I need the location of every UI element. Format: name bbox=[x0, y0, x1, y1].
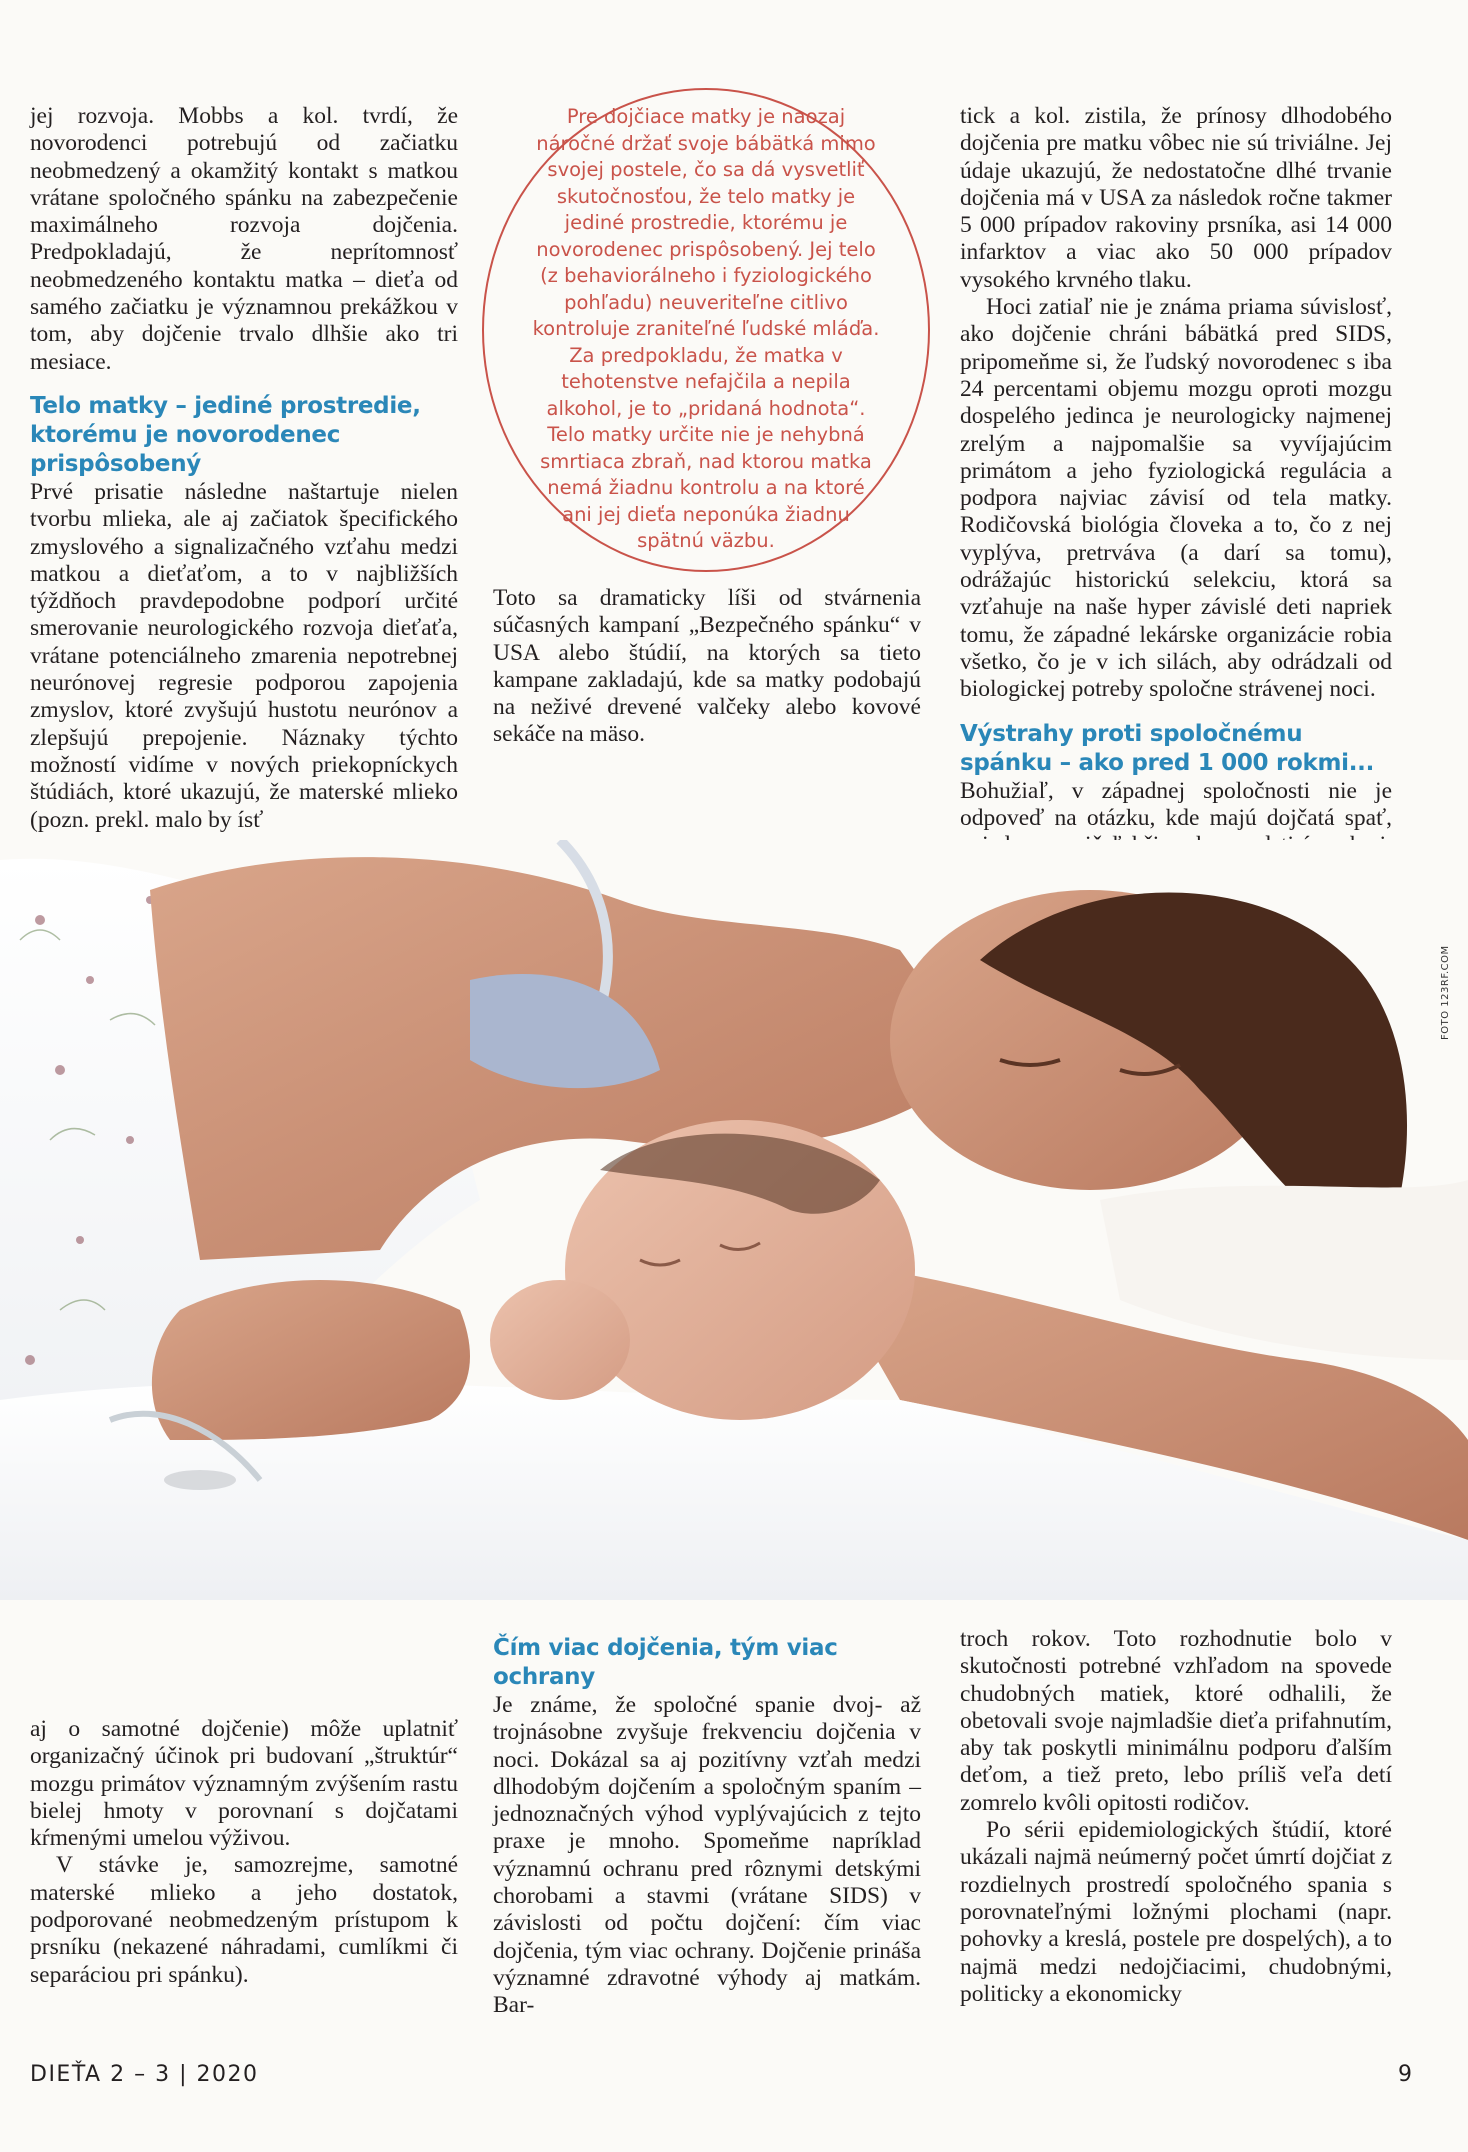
column-3-bottom bbox=[960, 1626, 1392, 2008]
paragraph: Bohužiaľ, v západnej spoločnosti nie je odpoveď na otázku, kde majú dojčatá spať, bbox=[960, 777, 1392, 831]
photo-mother-newborn bbox=[0, 840, 1468, 1600]
section-heading: Čím viac dojčenia, tým viac ochrany bbox=[493, 1635, 838, 1690]
column-3-top bbox=[960, 103, 1392, 969]
paragraph: Prvé prisatie následne naštartuje nielen tvorbu mlieka, ale aj začiatok špecifického zmyslového a signalizačného vzťahu medzi matkou a dieťaťom, a to v najbližších týždňoch pravdepodobne podporí určité smerovanie neurologického rozvoja dieťaťa, vrátane potenciálneho zmarenia nepotrebnej neurónovej regresie podporou zapojenia zmyslov, ktoré zvyšujú hustotu neurónov a zlepšujú prepojenie. Náznaky týchto možností vidíme v nových priekopníckych štúdiách, ktoré ukazujú, že materské mlieko (pozn. prekl. malo by ísť bbox=[30, 478, 458, 833]
pull-quote-text: Pre dojčiace matky je naozaj náročné držať svoje bábätká mimo svojej postele, čo sa dá vysvetliť skutočnosťou, že telo matky je jediné prostredie, ktorému je novorodenec prispôsobený. Jej telo (z behaviorálneho i fyziologického pohľadu) neuveriteľne citlivo kontroluje zraniteľné ľudské mláďa. Za predpokladu, že matka v tehotenstve nefajčila a nepila alkohol, je to „pridaná hodnota“. Telo matky určite nie je nehybná smrtiaca zbraň, nad ktorou matka nemá žiadnu kontrolu a na ktoré ani jej dieťa neponúka žiadnu spätnú väzbu. bbox=[532, 105, 880, 552]
photo-credit: FOTO 123RF.COM bbox=[1440, 945, 1451, 1040]
paragraph: Hoci zatiaľ nie je známa priama súvislosť, ako dojčenie chráni bábätká pred SIDS, pripomeňme si, že ľudský novorodenec s iba 24 percentami objemu mozgu oproti mozgu dospelého jedinca je neurologicky najmenej zrelým a najpomalšie sa vyvíjajúcim primátom a jeho fyziologická regulácia a podpora najviac závisí od tela matky. Rodičovská biológia človeka a to, čo z nej vyplýva, pretrváva (a darí sa tomu), odrážajúc historickú selekciu, ktorá sa vzťahuje na naše hyper závislé deti napriek tomu, že západné lekárske organizácie robia všetko, čo je v ich silách, aby odrádzali od biologickej potreby spoločne strávenej noci. bbox=[960, 294, 1392, 703]
column-1-top bbox=[30, 103, 458, 834]
column-1-bottom bbox=[30, 1716, 458, 1989]
section-heading: Telo matky – jediné prostredie, ktorému je novorodenec prispôsobený bbox=[30, 392, 421, 477]
paragraph: jej rozvoja. Mobbs a kol. tvrdí, že novorodenci potrebujú od začiatku neobmedzený a okamžitý kontakt s matkou vrátane spoločného spánku na zabezpečenie maximálneho rozvoja dojčenia. Predpokladajú, že neprítomnosť neobmedzeného kontaktu matka – dieťa od samého začiatku je významnou prekážkou v tom, aby dojčenie trvalo dlhšie ako tri mesiace. bbox=[30, 103, 458, 375]
paragraph: Po sérii epidemiologických štúdií, ktoré ukázali najmä neúmerný počet úmrtí dojčiat z rozdielnych prostredí spoločného spania s porovnateľnými ložnými plochami (napr. pohovky a kreslá, postele pre dospelých), a to najmä medzi nedojčiacimi, chudobnými, politicky a ekonomicky bbox=[960, 1817, 1392, 2007]
paragraph: Je známe, že spoločné spanie dvoj- až trojnásobne zvyšuje frekvenciu dojčenia v noci. Dokázal sa aj pozitívny vzťah medzi dlhodobým dojčením a spoločným spaním – jednoznačných výhod vyplývajúcich z tejto praxe je mnoho. Spomeňme napríklad významnú ochranu pred rôznymi detskými chorobami a stavmi (vrátane SIDS) v závislosti od počtu dojčení: čím viac dojčenia, tým viac ochrany. Dojčenie prináša významné zdravotné výhody aj matkám. Bar- bbox=[493, 1692, 921, 2019]
paragraph: Toto sa dramaticky líši od stvárnenia súčasných kampaní „Bezpečného spánku“ v USA alebo štúdií, na ktorých sa tieto kampane zakladajú, kde sa matky podobajú na neživé drevené valčeky alebo kovové sekáče na mäso. bbox=[493, 585, 921, 748]
page-number: 9 bbox=[1398, 2062, 1414, 2087]
paragraph: tick a kol. zistila, že prínosy dlhodobého dojčenia pre matku vôbec nie sú triviálne. Jej údaje ukazujú, že nedostatočne dlhé trvanie dojčenia má v USA za následok ročne takmer 5 000 prípadov rakoviny prsníka, asi 14 000 infarktov a viac ako 50 000 prípadov vysokého krvného tlaku. bbox=[960, 103, 1392, 293]
magazine-footer: DIEŤA 2 – 3 | 2020 bbox=[30, 2062, 259, 2087]
paragraph: V stávke je, samozrejme, samotné materské mlieko a jeho dostatok, podporované neobmedzeným prístupom k prsníku (nekazené náhradami, cumlíkmi či separáciou pri spánku). bbox=[30, 1852, 458, 1988]
photo-illustration bbox=[0, 840, 1468, 1600]
column-2-top bbox=[493, 585, 921, 749]
paragraph: aj o samotné dojčenie) môže uplatniť organizačný účinok pri budovaní „štruktúr“ mozgu primátov významným zvýšením rastu bielej hmoty v porovnaní s dojčatami kŕmenými umelou výživou. bbox=[30, 1716, 458, 1852]
pull-quote bbox=[482, 104, 930, 555]
column-2-bottom bbox=[493, 1634, 921, 2020]
section-heading: Výstrahy proti spoločnému spánku – ako pred 1 000 rokmi... bbox=[960, 720, 1375, 776]
paragraph: troch rokov. Toto rozhodnutie bolo v skutočnosti potrebné vzhľadom na spovede chudobných matiek, ktoré odhalili, že obetovali svoje najmladšie dieťa prifahnutím, aby tak poskytli minimálnu podporu ďalším deťom, a tiež preto, lebo príliš veľa detí zomrelo kvôli opitosti rodičov. bbox=[960, 1626, 1392, 1816]
